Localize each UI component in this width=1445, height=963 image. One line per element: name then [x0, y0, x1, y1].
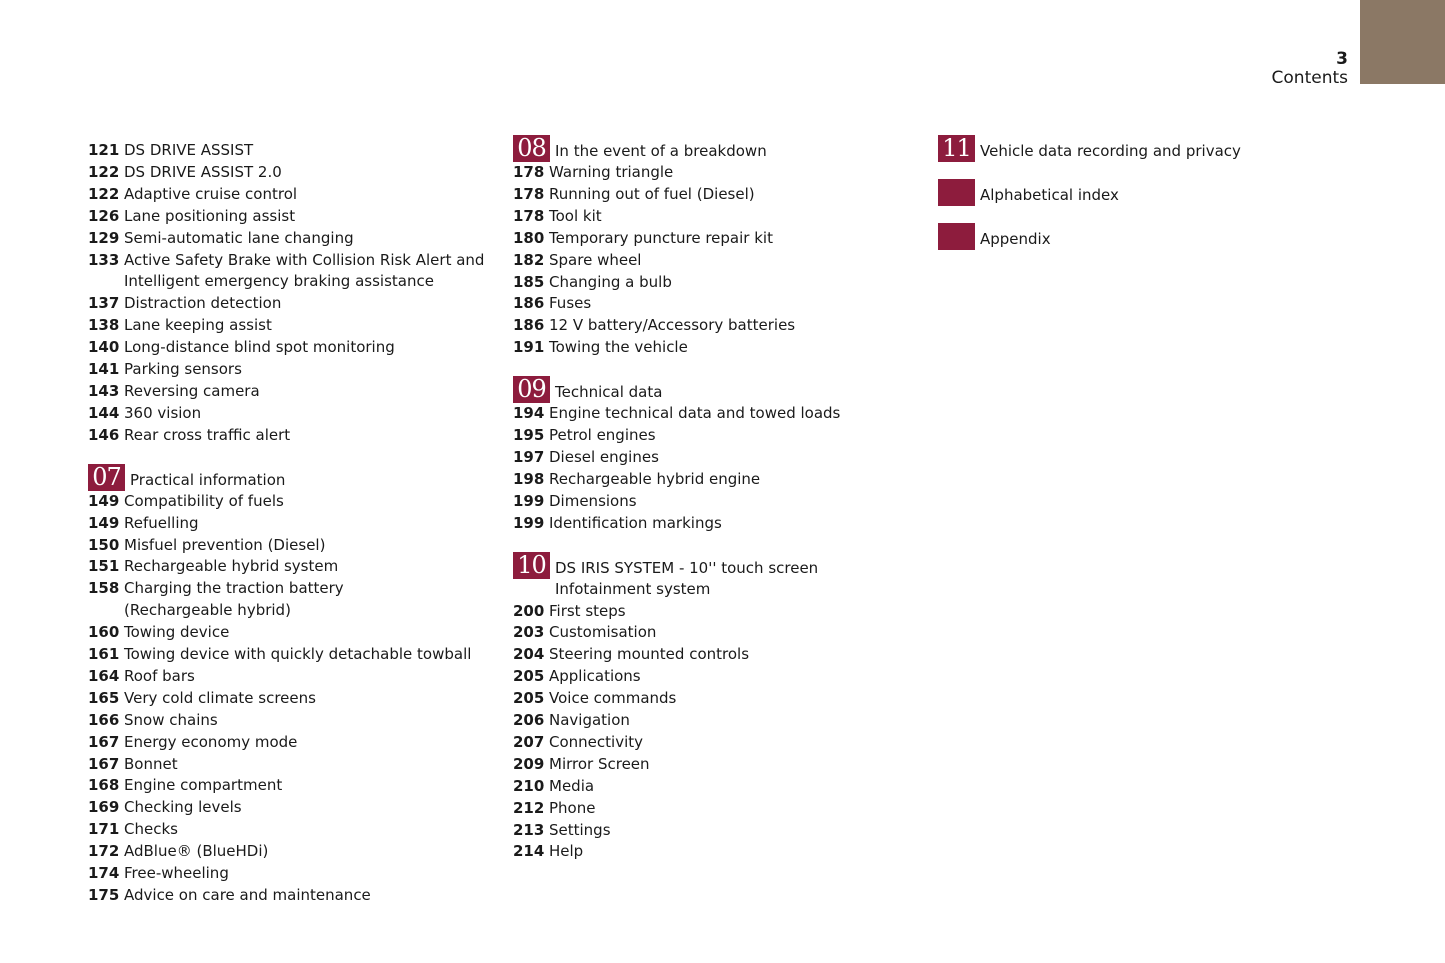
- toc-entry-title: Temporary puncture repair kit: [549, 228, 773, 247]
- toc-entry-page: 144: [88, 403, 120, 422]
- toc-entry[interactable]: [513, 732, 923, 754]
- toc-entry-title: Voice commands: [549, 689, 677, 708]
- toc-entry-page: 194: [513, 404, 545, 423]
- toc-entry-page: 200: [513, 601, 545, 620]
- toc-entry[interactable]: [88, 775, 498, 797]
- toc-entry-title: Checks: [124, 820, 178, 839]
- toc-entry[interactable]: [513, 425, 923, 447]
- toc-entry-page: 167: [88, 754, 120, 773]
- toc-entry[interactable]: [513, 688, 923, 710]
- toc-entry-title: Rear cross traffic alert: [124, 425, 291, 444]
- toc-entry-title: Running out of fuel (Diesel): [549, 184, 755, 203]
- toc-entry-page: 195: [513, 426, 545, 445]
- toc-entry-title: Petrol engines: [549, 426, 656, 445]
- toc-entry-title: Roof bars: [124, 666, 195, 685]
- toc-entry[interactable]: [88, 578, 498, 622]
- toc-column-2: [513, 134, 923, 885]
- chapter-number-badge: 08: [513, 135, 550, 162]
- toc-entry-page: 151: [88, 557, 120, 576]
- toc-entry[interactable]: [513, 272, 923, 294]
- toc-entry-title: Navigation: [549, 711, 630, 730]
- toc-entry-title: 360 vision: [124, 403, 202, 422]
- toc-entry-page: 168: [88, 776, 120, 795]
- toc-entry-title: Charging the traction battery (Rechargeable hybrid): [124, 579, 344, 620]
- toc-entry-title: Very cold climate screens: [124, 688, 316, 707]
- toc-appendix[interactable]: [938, 228, 1358, 250]
- toc-entry-title: Lane keeping assist: [124, 316, 272, 335]
- toc-entry[interactable]: [513, 601, 923, 623]
- toc-entry[interactable]: [88, 337, 498, 359]
- toc-entry-title: Phone: [549, 798, 596, 817]
- toc-entry-page: 204: [513, 645, 545, 664]
- toc-entry[interactable]: [513, 491, 923, 513]
- appendix-badge: [938, 223, 975, 250]
- toc-entry-title: AdBlue® (BlueHDi): [124, 842, 269, 861]
- toc-entry-title: Parking sensors: [124, 360, 242, 379]
- toc-entry-title: Identification markings: [549, 513, 722, 532]
- toc-entry-title: Compatibility of fuels: [124, 491, 284, 510]
- toc-entry[interactable]: [88, 491, 498, 513]
- toc-entry-page: 150: [88, 535, 120, 554]
- toc-entry-page: 178: [513, 163, 545, 181]
- toc-entry-page: 171: [88, 820, 120, 839]
- toc-entry[interactable]: [88, 754, 498, 776]
- toc-entry-page: 185: [513, 272, 545, 291]
- toc-entry-title: Fuses: [549, 294, 592, 313]
- chapter-number-badge: 07: [88, 464, 125, 491]
- toc-entry-title: Rechargeable hybrid engine: [549, 469, 761, 488]
- toc-entry[interactable]: [88, 819, 498, 841]
- toc-entry-title: Adaptive cruise control: [124, 184, 298, 203]
- toc-entry-title: First steps: [549, 601, 626, 620]
- toc-entry[interactable]: [88, 885, 498, 907]
- toc-entry[interactable]: [513, 841, 923, 863]
- toc-entry-title: Steering mounted controls: [549, 645, 750, 664]
- toc-entry[interactable]: [88, 140, 498, 162]
- toc-entry-title: DS DRIVE ASSIST: [124, 141, 254, 159]
- index-badge: [938, 179, 975, 206]
- toc-entry-page: 174: [88, 864, 120, 883]
- toc-entry-title: Spare wheel: [549, 250, 642, 269]
- toc-entry-page: 137: [88, 294, 120, 313]
- toc-entry-page: 213: [513, 820, 545, 839]
- toc-entry-page: 121: [88, 141, 120, 159]
- toc-entry-page: 191: [513, 338, 545, 357]
- toc-chapter-09[interactable]: [513, 375, 923, 534]
- toc-entry[interactable]: [513, 184, 923, 206]
- toc-entry-page: 207: [513, 732, 545, 751]
- toc-entry-page: 198: [513, 469, 545, 488]
- toc-chapter-07[interactable]: [88, 462, 498, 907]
- toc-entry-page: 214: [513, 842, 545, 861]
- toc-chapter-10[interactable]: [513, 550, 923, 864]
- toc-entry[interactable]: [88, 293, 498, 315]
- toc-entry-list: [88, 491, 498, 907]
- toc-entry-title: Towing device: [124, 623, 230, 642]
- toc-entry-page: 161: [88, 645, 120, 664]
- toc-entry-page: 210: [513, 776, 545, 795]
- toc-entry[interactable]: [513, 798, 923, 820]
- toc-entry-title: Snow chains: [124, 710, 218, 729]
- chapter-title[interactable]: Vehicle data recording and privacy: [980, 142, 1241, 160]
- page-number: 3: [1336, 49, 1348, 69]
- toc-entry-page: 167: [88, 732, 120, 751]
- toc-entry[interactable]: [88, 841, 498, 863]
- toc-entry-page: 205: [513, 689, 545, 708]
- toc-entry-page: 197: [513, 447, 545, 466]
- toc-entry-page: 149: [88, 491, 120, 510]
- toc-entry[interactable]: [513, 250, 923, 272]
- chapter-title[interactable]: DS IRIS SYSTEM - 10'' touch screen: [555, 558, 819, 577]
- toc-entry-title: Mirror Screen: [549, 754, 650, 773]
- toc-entry[interactable]: [88, 732, 498, 754]
- toc-entry[interactable]: [513, 513, 923, 535]
- toc-entry[interactable]: [513, 754, 923, 776]
- toc-entry-title: Media: [549, 776, 595, 795]
- toc-entry-page: 158: [88, 579, 120, 598]
- toc-entry-page: 133: [88, 250, 120, 269]
- toc-entry[interactable]: [88, 315, 498, 337]
- toc-entry[interactable]: [513, 447, 923, 469]
- toc-entry-page: 199: [513, 513, 545, 532]
- toc-entry-title: Towing the vehicle: [549, 338, 688, 357]
- toc-entry-title: Semi-automatic lane changing: [124, 228, 354, 247]
- toc-entry-title: DS DRIVE ASSIST 2.0: [124, 162, 282, 181]
- toc-entry[interactable]: [513, 228, 923, 250]
- toc-entry[interactable]: [513, 315, 923, 337]
- toc-section-driving-aids: [88, 140, 498, 447]
- toc-entry[interactable]: [88, 797, 498, 819]
- toc-entry-page: 212: [513, 798, 545, 817]
- toc-entry-title: Warning triangle: [549, 163, 674, 181]
- toc-entry-title: Bonnet: [124, 754, 178, 773]
- toc-entry-title: Reversing camera: [124, 381, 260, 400]
- toc-entry[interactable]: [88, 666, 498, 688]
- toc-entry-title: Changing a bulb: [549, 272, 672, 291]
- toc-entry[interactable]: [88, 403, 498, 425]
- toc-entry-title: Help: [549, 842, 584, 861]
- toc-entry-page: 206: [513, 711, 545, 730]
- toc-column-3: [938, 134, 1358, 250]
- toc-entry[interactable]: [88, 359, 498, 381]
- toc-entry-list: [513, 403, 923, 534]
- toc-entry[interactable]: [88, 184, 498, 206]
- toc-entry[interactable]: [88, 250, 498, 294]
- toc-entry[interactable]: [88, 162, 498, 184]
- toc-entry-page: 186: [513, 316, 545, 335]
- toc-entry[interactable]: [513, 337, 923, 359]
- toc-entry-page: 199: [513, 491, 545, 510]
- toc-entry-page: 178: [513, 206, 545, 225]
- toc-entry-page: 172: [88, 842, 120, 861]
- toc-entry-title: Refuelling: [124, 513, 199, 532]
- chapter-number-badge: 09: [513, 376, 550, 403]
- toc-entry-title: Diesel engines: [549, 447, 659, 466]
- toc-entry-title: Applications: [549, 667, 641, 686]
- toc-entry[interactable]: [88, 513, 498, 535]
- chapter-title[interactable]: In the event of a breakdown: [555, 142, 767, 160]
- toc-entry-title: Customisation: [549, 623, 657, 642]
- toc-entry-page: 178: [513, 184, 545, 203]
- toc-chapter-11[interactable]: [938, 134, 1358, 162]
- chapter-number-badge: 10: [513, 552, 550, 579]
- chapter-title-continuation[interactable]: Infotainment system: [555, 579, 711, 598]
- toc-entry[interactable]: [88, 535, 498, 557]
- toc-entry[interactable]: [513, 776, 923, 798]
- toc-entry[interactable]: [513, 820, 923, 842]
- page-title: Contents: [1271, 68, 1348, 88]
- toc-entry[interactable]: [88, 228, 498, 250]
- toc-entry-title: Misfuel prevention (Diesel): [124, 535, 326, 554]
- toc-entry[interactable]: [88, 425, 498, 447]
- toc-entry-page: 129: [88, 228, 120, 247]
- toc-entry[interactable]: [88, 644, 498, 666]
- toc-entry[interactable]: [88, 863, 498, 885]
- toc-entry[interactable]: [88, 381, 498, 403]
- toc-entry-page: 205: [513, 667, 545, 686]
- toc-entry[interactable]: [513, 666, 923, 688]
- toc-entry-title: Tool kit: [549, 206, 602, 225]
- toc-entry-page: 165: [88, 688, 120, 707]
- index-title[interactable]: Alphabetical index: [980, 186, 1119, 204]
- toc-entry[interactable]: [88, 556, 498, 578]
- toc-entry-page: 140: [88, 338, 120, 357]
- toc-entry-page: 209: [513, 754, 545, 773]
- toc-entry[interactable]: [88, 710, 498, 732]
- toc-entry-title: Settings: [549, 820, 611, 839]
- toc-entry-page: 138: [88, 316, 120, 335]
- toc-entry-page: 186: [513, 294, 545, 313]
- toc-entry[interactable]: [513, 644, 923, 666]
- chapter-title[interactable]: Practical information: [130, 470, 286, 489]
- toc-entry[interactable]: [88, 622, 498, 644]
- toc-entry-title: Lane positioning assist: [124, 206, 296, 225]
- toc-entry-list: [513, 162, 923, 359]
- toc-entry-title: Distraction detection: [124, 294, 282, 313]
- toc-chapter-08[interactable]: [513, 134, 923, 359]
- toc-entry-list: [88, 140, 498, 447]
- toc-entry[interactable]: [513, 403, 923, 425]
- toc-entry-title: Connectivity: [549, 732, 643, 751]
- toc-alphabetical-index[interactable]: [938, 184, 1358, 206]
- toc-entry-page: 164: [88, 666, 120, 685]
- toc-entry[interactable]: [513, 710, 923, 732]
- toc-entry-title: Long-distance blind spot monitoring: [124, 338, 395, 357]
- toc-entry-page: 203: [513, 623, 545, 642]
- toc-entry-page: 169: [88, 798, 120, 817]
- toc-entry[interactable]: [513, 469, 923, 491]
- toc-entry-page: 146: [88, 425, 120, 444]
- toc-entry-page: 160: [88, 623, 120, 642]
- chapter-title[interactable]: Technical data: [555, 383, 663, 402]
- toc-entry-page: 126: [88, 206, 120, 225]
- toc-entry-page: 180: [513, 228, 545, 247]
- toc-entry-page: 149: [88, 513, 120, 532]
- toc-entry-page: 143: [88, 381, 120, 400]
- toc-entry-title: Dimensions: [549, 491, 637, 510]
- toc-entry-title: Active Safety Brake with Collision Risk Alert and Intelligent emergency braking assistance: [124, 250, 485, 291]
- toc-entry-title: Advice on care and maintenance: [124, 886, 371, 904]
- toc-entry-page: 166: [88, 710, 120, 729]
- toc-entry-page: 175: [88, 886, 120, 904]
- toc-entry-title: Towing device with quickly detachable towball: [124, 645, 472, 664]
- toc-entry[interactable]: [513, 206, 923, 228]
- toc-entry[interactable]: [513, 622, 923, 644]
- toc-entry-title: Rechargeable hybrid system: [124, 557, 339, 576]
- toc-column-1: [88, 140, 498, 929]
- toc-entry-title: Engine compartment: [124, 776, 283, 795]
- toc-entry[interactable]: [88, 206, 498, 228]
- toc-entry-title: Checking levels: [124, 798, 242, 817]
- toc-entry-page: 182: [513, 250, 545, 269]
- toc-entry-title: Engine technical data and towed loads: [549, 404, 841, 423]
- toc-entry-page: 141: [88, 360, 120, 379]
- toc-entry-page: 122: [88, 184, 120, 203]
- toc-entry[interactable]: [88, 688, 498, 710]
- toc-entry-title: Free-wheeling: [124, 864, 229, 883]
- chapter-corner-tab: [1360, 0, 1445, 84]
- appendix-title[interactable]: Appendix: [980, 230, 1051, 248]
- chapter-number-badge: 11: [938, 135, 975, 162]
- toc-entry-page: 122: [88, 162, 120, 181]
- toc-entry-list: [513, 601, 923, 864]
- toc-entry[interactable]: [513, 293, 923, 315]
- toc-entry-title: Energy economy mode: [124, 732, 298, 751]
- toc-entry-title: 12 V battery/Accessory batteries: [549, 316, 796, 335]
- toc-entry[interactable]: [513, 162, 923, 184]
